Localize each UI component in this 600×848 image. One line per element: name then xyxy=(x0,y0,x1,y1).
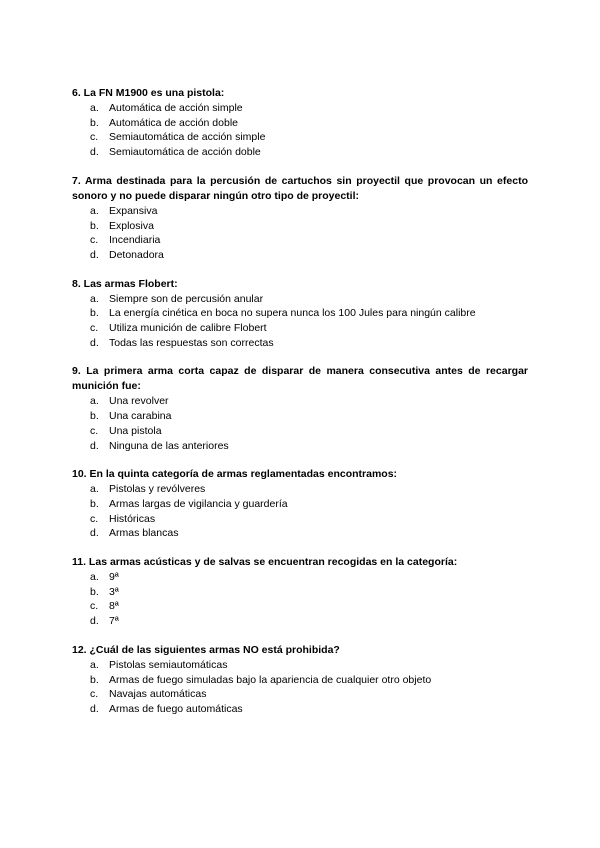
option-list xyxy=(72,394,528,453)
option-item xyxy=(72,585,528,600)
option-letter: d. xyxy=(90,439,99,452)
option-item xyxy=(72,614,528,629)
option-letter: c. xyxy=(90,600,99,613)
option-text: Expansiva xyxy=(109,204,158,217)
option-letter: a. xyxy=(90,292,99,305)
option-item xyxy=(72,130,528,145)
option-text: 3ª xyxy=(109,585,119,598)
option-item xyxy=(72,570,528,585)
option-item xyxy=(72,336,528,351)
option-item xyxy=(72,673,528,688)
option-letter: d. xyxy=(90,248,99,261)
option-text: 8ª xyxy=(109,600,119,613)
option-text: Semiautomática de acción doble xyxy=(109,146,261,159)
option-item xyxy=(72,101,528,116)
question-9 xyxy=(72,364,528,453)
option-list xyxy=(72,570,528,629)
option-item xyxy=(72,306,528,321)
option-text: Una pistola xyxy=(109,424,162,437)
question-text: 7. Arma destinada para la percusión de cartuchos sin proyectil que provocan un efecto sonoro y no puede disparar ningún otro tipo de proyectil: xyxy=(72,174,528,202)
option-text: Pistolas y revólveres xyxy=(109,483,206,496)
option-list xyxy=(72,482,528,541)
option-item xyxy=(72,292,528,307)
option-item xyxy=(72,116,528,131)
option-item xyxy=(72,658,528,673)
option-item xyxy=(72,599,528,614)
option-letter: a. xyxy=(90,395,99,408)
option-letter: b. xyxy=(90,116,99,129)
option-letter: d. xyxy=(90,527,99,540)
option-letter: a. xyxy=(90,102,99,114)
option-letter: c. xyxy=(90,688,99,701)
option-letter: d. xyxy=(90,336,99,349)
option-text: Una carabina xyxy=(109,410,172,423)
option-item xyxy=(72,409,528,424)
option-list xyxy=(72,658,528,717)
option-text: Detonadora xyxy=(109,248,164,261)
option-letter: b. xyxy=(90,219,99,232)
option-text: Incendiaria xyxy=(109,234,161,247)
option-letter: d. xyxy=(90,615,99,628)
option-letter: d. xyxy=(90,702,99,715)
option-letter: a. xyxy=(90,204,99,217)
question-7 xyxy=(72,174,528,263)
question-text: 10. En la quinta categoría de armas reglamentadas encontramos: xyxy=(72,468,398,481)
option-letter: a. xyxy=(90,483,99,496)
option-letter: b. xyxy=(90,585,99,598)
option-text: Todas las respuestas son correctas xyxy=(109,336,274,349)
option-text: Automática de acción doble xyxy=(109,116,238,129)
option-letter: c. xyxy=(90,512,99,525)
option-letter: c. xyxy=(90,322,99,335)
option-text: La energía cinética en boca no supera nunca los 100 Jules para ningún calibre xyxy=(109,307,476,320)
option-list xyxy=(72,101,528,160)
option-text: Navajas automáticas xyxy=(109,688,207,701)
option-item xyxy=(72,526,528,541)
option-text: Automática de acción simple xyxy=(109,102,243,114)
option-item xyxy=(72,439,528,454)
option-text: Utiliza munición de calibre Flobert xyxy=(109,322,267,335)
option-text: Armas largas de vigilancia y guardería xyxy=(109,497,288,510)
option-item xyxy=(72,512,528,527)
question-text: 11. Las armas acústicas y de salvas se encuentran recogidas en la categoría: xyxy=(72,556,458,569)
option-letter: c. xyxy=(90,424,99,437)
option-item xyxy=(72,394,528,409)
option-item xyxy=(72,145,528,160)
option-item xyxy=(72,482,528,497)
option-text: Semiautomática de acción simple xyxy=(109,131,266,144)
option-text: Armas de fuego simuladas bajo la apariencia de cualquier otro objeto xyxy=(109,673,432,686)
option-text: Armas de fuego automáticas xyxy=(109,702,243,715)
question-11 xyxy=(72,555,528,629)
option-letter: a. xyxy=(90,658,99,671)
option-list xyxy=(72,292,528,351)
option-item xyxy=(72,219,528,234)
option-list xyxy=(72,204,528,263)
question-6 xyxy=(72,86,528,160)
option-item xyxy=(72,248,528,263)
option-item xyxy=(72,321,528,336)
question-8 xyxy=(72,277,528,351)
option-item xyxy=(72,204,528,219)
option-text: Históricas xyxy=(109,512,156,525)
option-letter: b. xyxy=(90,307,99,320)
question-text: 6. La FN M1900 es una pistola: xyxy=(72,87,225,99)
option-text: Explosiva xyxy=(109,219,154,232)
option-text: Una revolver xyxy=(109,395,169,408)
option-item xyxy=(72,687,528,702)
option-item xyxy=(72,497,528,512)
option-text: Pistolas semiautomáticas xyxy=(109,658,228,671)
option-letter: b. xyxy=(90,673,99,686)
option-text: Siempre son de percusión anular xyxy=(109,292,264,305)
option-text: Ninguna de las anteriores xyxy=(109,439,229,452)
option-text: Armas blancas xyxy=(109,527,179,540)
question-12 xyxy=(72,643,528,717)
option-letter: b. xyxy=(90,410,99,423)
option-letter: d. xyxy=(90,146,99,159)
option-item xyxy=(72,424,528,439)
question-text: 8. Las armas Flobert: xyxy=(72,277,178,290)
option-letter: b. xyxy=(90,497,99,510)
option-text: 9ª xyxy=(109,571,119,584)
option-letter: c. xyxy=(90,234,99,247)
question-10 xyxy=(72,467,528,541)
option-item xyxy=(72,233,528,248)
question-text: 12. ¿Cuál de las siguientes armas NO está prohibida? xyxy=(72,643,340,656)
option-letter: c. xyxy=(90,131,99,144)
option-item xyxy=(72,702,528,717)
option-letter: a. xyxy=(90,571,99,584)
option-text: 7ª xyxy=(109,615,119,628)
question-text: 9. La primera arma corta capaz de disparar de manera consecutiva antes de recargar munición fue: xyxy=(72,365,528,393)
